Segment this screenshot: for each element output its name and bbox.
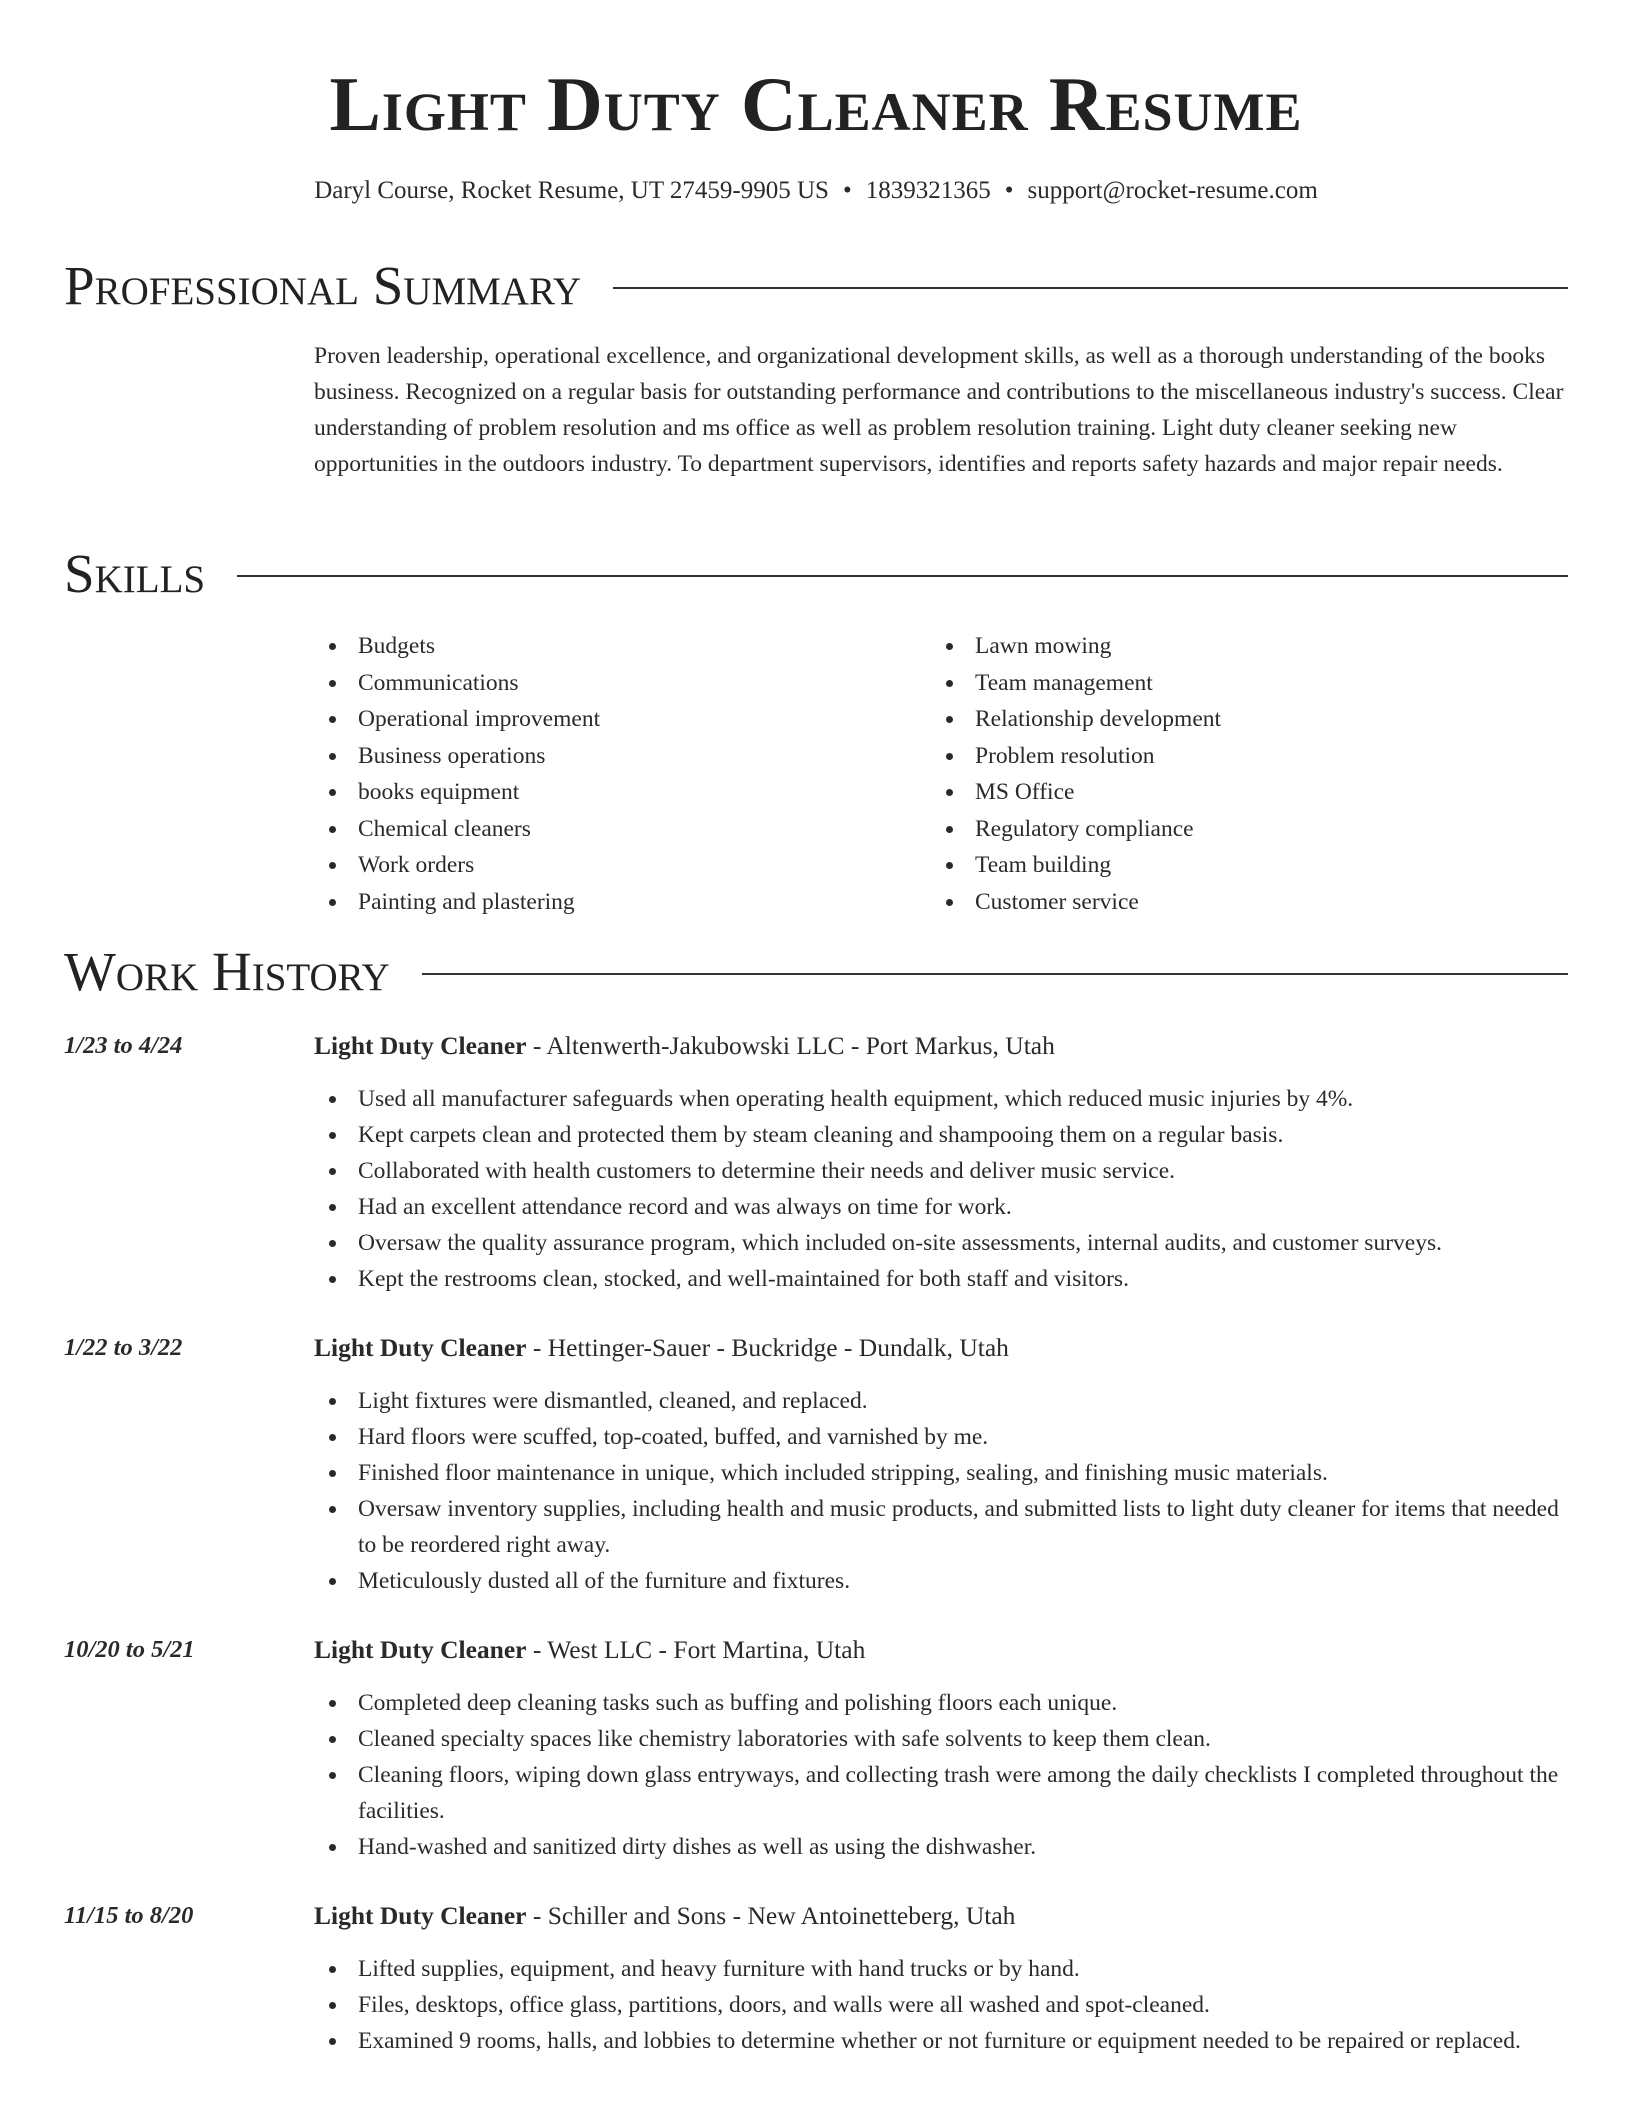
skills-column-left: [314, 628, 931, 920]
contact-phone: 1839321365: [865, 177, 991, 204]
job-dates: 10/20 to 5/21: [64, 1636, 195, 1663]
skill-item: Communications: [314, 665, 931, 702]
skill-item: Work orders: [314, 847, 931, 884]
skills-section-header: [64, 542, 1568, 606]
skill-item: Operational improvement: [314, 701, 931, 738]
skills-list: [314, 628, 1568, 920]
contact-address: Daryl Course, Rocket Resume, UT 27459-9905 US: [314, 177, 829, 204]
job-role: Light Duty Cleaner: [314, 1635, 527, 1664]
summary-section-header: [64, 254, 1568, 318]
job-bullet: Hand-washed and sanitized dirty dishes as well as using the dishwasher.: [314, 1829, 1568, 1865]
contact-separator: •: [1004, 177, 1014, 204]
job-bullet: Hard floors were scuffed, top-coated, buffed, and varnished by me.: [314, 1419, 1568, 1455]
job-heading: [314, 1898, 1568, 1934]
job-bullet: Oversaw the quality assurance program, which included on-site assessments, internal audits, and customer surveys.: [314, 1225, 1568, 1261]
job-bullets: [314, 1383, 1568, 1599]
summary-text: Proven leadership, operational excellence, and organizational development skills, as well as a thorough understanding of the books business. Recognized on a regular basis for outstanding performance and contributions to the miscellaneous industry's success. Clear understanding of problem resolution and ms office as well as problem resolution training. Light duty cleaner seeking new opportunities in the outdoors industry. To department supervisors, identifies and reports safety hazards and major repair needs.: [314, 343, 1564, 477]
job-bullet: Cleaned specialty spaces like chemistry laboratories with safe solvents to keep them clean.: [314, 1721, 1568, 1757]
skill-item: Regulatory compliance: [931, 811, 1548, 848]
job-bullet: Files, desktops, office glass, partitions, doors, and walls were all washed and spot-cleaned.: [314, 1987, 1568, 2023]
job-employer: - Hettinger-Sauer - Buckridge - Dundalk, Utah: [526, 1333, 1009, 1362]
section-divider: [613, 287, 1568, 289]
job-heading: [314, 1330, 1568, 1366]
work-heading: Work History: [64, 941, 390, 1002]
job-bullets: [314, 1685, 1568, 1865]
skill-item: Budgets: [314, 628, 931, 665]
job-employer: - Schiller and Sons - New Antoinetteberg, Utah: [526, 1901, 1016, 1930]
job-bullet: Collaborated with health customers to determine their needs and deliver music service.: [314, 1153, 1568, 1189]
skill-item: MS Office: [931, 774, 1548, 811]
job-bullet: Kept carpets clean and protected them by steam cleaning and shampooing them on a regular basis.: [314, 1117, 1568, 1153]
job-bullets: [314, 1081, 1568, 1297]
skills-heading: Skills: [64, 543, 206, 604]
job-employer: - West LLC - Fort Martina, Utah: [526, 1635, 866, 1664]
job-bullet: Lifted supplies, equipment, and heavy furniture with hand trucks or by hand.: [314, 1951, 1568, 1987]
job-role: Light Duty Cleaner: [314, 1031, 527, 1060]
job-bullet: Had an excellent attendance record and was always on time for work.: [314, 1189, 1568, 1225]
skill-item: Team management: [931, 665, 1548, 702]
section-divider: [237, 575, 1568, 577]
work-section-header: [64, 940, 1568, 1004]
contact-email[interactable]: support@rocket-resume.com: [1027, 177, 1318, 204]
job-bullet: Kept the restrooms clean, stocked, and well-maintained for both staff and visitors.: [314, 1261, 1568, 1297]
job-bullets: [314, 1951, 1568, 2059]
skill-item: Painting and plastering: [314, 884, 931, 921]
job-dates: 1/22 to 3/22: [64, 1334, 183, 1361]
job-bullet: Meticulously dusted all of the furniture and fixtures.: [314, 1563, 1568, 1599]
skill-item: books equipment: [314, 774, 931, 811]
skill-item: Lawn mowing: [931, 628, 1548, 665]
skill-item: Problem resolution: [931, 738, 1548, 775]
section-divider: [422, 973, 1568, 975]
summary-heading: Professional Summary: [64, 255, 582, 316]
skill-item: Business operations: [314, 738, 931, 775]
job-bullet: Light fixtures were dismantled, cleaned, and replaced.: [314, 1383, 1568, 1419]
job-bullet: Examined 9 rooms, halls, and lobbies to determine whether or not furniture or equipment needed to be repaired or replaced.: [314, 2023, 1568, 2059]
job-heading: [314, 1632, 1568, 1668]
contact-line: [0, 174, 1632, 208]
job-dates: 1/23 to 4/24: [64, 1032, 183, 1059]
job-bullet: Completed deep cleaning tasks such as buffing and polishing floors each unique.: [314, 1685, 1568, 1721]
skill-item: Chemical cleaners: [314, 811, 931, 848]
job-employer: - Altenwerth-Jakubowski LLC - Port Markus, Utah: [526, 1031, 1055, 1060]
resume-title: Light Duty Cleaner Resume: [329, 61, 1303, 147]
job-bullet: Oversaw inventory supplies, including health and music products, and submitted lists to light duty cleaner for items that needed to be reordered right away.: [314, 1491, 1568, 1563]
skill-item: Relationship development: [931, 701, 1548, 738]
job-bullet: Used all manufacturer safeguards when operating health equipment, which reduced music injuries by 4%.: [314, 1081, 1568, 1117]
job-role: Light Duty Cleaner: [314, 1333, 527, 1362]
skill-item: Team building: [931, 847, 1548, 884]
contact-separator: •: [842, 177, 852, 204]
skill-item: Customer service: [931, 884, 1548, 921]
job-bullet: Finished floor maintenance in unique, which included stripping, sealing, and finishing music materials.: [314, 1455, 1568, 1491]
job-bullet: Cleaning floors, wiping down glass entryways, and collecting trash were among the daily checklists I completed throughout the facilities.: [314, 1757, 1568, 1829]
job-role: Light Duty Cleaner: [314, 1901, 527, 1930]
job-heading: [314, 1028, 1568, 1064]
job-dates: 11/15 to 8/20: [64, 1902, 194, 1929]
skills-column-right: [931, 628, 1548, 920]
